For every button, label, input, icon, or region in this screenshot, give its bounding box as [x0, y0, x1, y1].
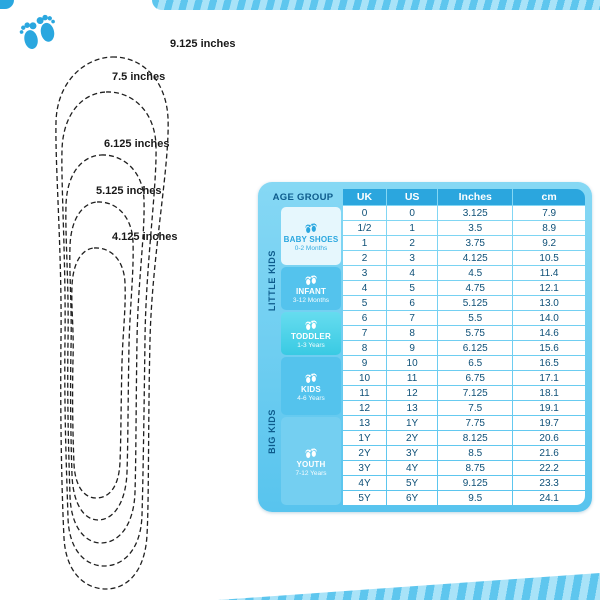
size-cell: 2 — [387, 236, 437, 250]
size-table-row — [343, 206, 585, 220]
size-table-row — [343, 446, 585, 460]
size-cell: 7 — [343, 326, 386, 340]
size-cell: 1 — [343, 236, 386, 250]
foot-outline-4-125in — [72, 248, 125, 498]
size-cell: 7.75 — [438, 416, 512, 430]
big-kids-label: BIG KIDS — [267, 408, 277, 454]
age-group-toddler — [281, 312, 341, 355]
size-cell: 6 — [343, 311, 386, 325]
size-table-row — [343, 356, 585, 370]
foot-outline-6-125in — [66, 155, 144, 543]
size-chart-card — [258, 182, 592, 512]
size-cell: 14.0 — [513, 311, 585, 325]
size-cell: 13.0 — [513, 296, 585, 310]
outline-label-5-125: 5.125 inches — [96, 185, 162, 197]
size-cell: 4.125 — [438, 251, 512, 265]
size-cell: 6.125 — [438, 341, 512, 355]
size-table-row — [343, 431, 585, 445]
column-header-cm: cm — [513, 189, 585, 205]
size-cell: 18.1 — [513, 386, 585, 400]
size-cell: 5 — [343, 296, 386, 310]
size-cell: 5.5 — [438, 311, 512, 325]
size-cell: 3.5 — [438, 221, 512, 235]
size-cell: 21.6 — [513, 446, 585, 460]
size-cell: 5Y — [387, 476, 437, 490]
size-cell: 6Y — [387, 491, 437, 505]
age-group-range: 4-6 Years — [297, 394, 325, 402]
size-cell: 8.5 — [438, 446, 512, 460]
age-group-youth — [281, 417, 341, 505]
size-cell: 15.6 — [513, 341, 585, 355]
size-cell: 4 — [343, 281, 386, 295]
age-group-infant — [281, 267, 341, 310]
age-group-name: TODDLER — [291, 332, 331, 341]
size-cell: 12 — [387, 386, 437, 400]
outline-label-4-125: 4.125 inches — [112, 231, 178, 243]
size-cell: 13 — [387, 401, 437, 415]
size-table-row — [343, 251, 585, 265]
foot-outline-9-125in — [56, 57, 168, 589]
age-group-name: KIDS — [301, 384, 321, 394]
size-table-row — [343, 236, 585, 250]
size-cell: 7 — [387, 311, 437, 325]
size-cell: 5.125 — [438, 296, 512, 310]
column-header-uk: UK — [343, 189, 386, 205]
size-cell: 5.75 — [438, 326, 512, 340]
age-group-name: INFANT — [295, 287, 327, 296]
size-table — [342, 188, 586, 506]
size-cell: 16.5 — [513, 356, 585, 370]
size-cell: 14.6 — [513, 326, 585, 340]
size-cell: 8 — [387, 326, 437, 340]
size-cell: 1Y — [387, 416, 437, 430]
size-cell: 10 — [387, 356, 437, 370]
size-cell: 3 — [343, 266, 386, 280]
size-cell: 5 — [387, 281, 437, 295]
age-group-kids — [281, 357, 341, 415]
size-cell: 19.7 — [513, 416, 585, 430]
baby-feet-icon — [304, 446, 318, 459]
age-group-range: 3-12 Months — [292, 297, 330, 304]
size-table-row — [343, 401, 585, 415]
size-cell: 20.6 — [513, 431, 585, 445]
outline-label-6-125: 6.125 inches — [104, 138, 170, 150]
column-header-inches: Inches — [438, 189, 512, 205]
side-label-big-kids — [264, 356, 280, 506]
size-cell: 24.1 — [513, 491, 585, 505]
size-cell: 9.125 — [438, 476, 512, 490]
size-cell: 6.75 — [438, 371, 512, 385]
corner-accent-shape — [0, 0, 14, 9]
bottom-decorative-band — [218, 570, 600, 600]
baby-feet-icon — [304, 318, 318, 331]
size-cell: 3 — [387, 251, 437, 265]
side-label-little-kids — [264, 206, 280, 356]
baby-feet-icon — [304, 273, 318, 286]
size-cell: 4.5 — [438, 266, 512, 280]
age-group-header: AGE GROUP — [272, 191, 334, 203]
size-cell: 5Y — [343, 491, 386, 505]
size-cell: 8.9 — [513, 221, 585, 235]
size-cell: 8.125 — [438, 431, 512, 445]
size-cell: 8.75 — [438, 461, 512, 475]
footprints-logo-icon — [11, 2, 64, 58]
baby-feet-icon — [304, 371, 318, 384]
size-cell: 10.5 — [513, 251, 585, 265]
size-cell: 11.4 — [513, 266, 585, 280]
size-table-row — [343, 371, 585, 385]
size-cell: 12.1 — [513, 281, 585, 295]
size-table-header — [343, 189, 585, 205]
age-group-name: YOUTH — [296, 459, 326, 469]
size-cell: 7.125 — [438, 386, 512, 400]
size-cell: 2Y — [387, 431, 437, 445]
size-cell: 4 — [387, 266, 437, 280]
foot-outline-7-5in — [62, 92, 156, 566]
size-cell: 11 — [387, 371, 437, 385]
size-cell: 17.1 — [513, 371, 585, 385]
size-table-row — [343, 296, 585, 310]
size-table-row — [343, 281, 585, 295]
size-table-row — [343, 311, 585, 325]
size-cell: 12 — [343, 401, 386, 415]
size-cell: 10 — [343, 371, 386, 385]
size-cell: 3.125 — [438, 206, 512, 220]
size-cell: 0 — [387, 206, 437, 220]
size-cell: 8 — [343, 341, 386, 355]
size-cell: 9 — [387, 341, 437, 355]
size-table-body — [343, 206, 585, 505]
age-group-range: 7-12 Years — [295, 469, 327, 477]
size-table-row — [343, 461, 585, 475]
header-row — [343, 189, 585, 205]
foot-outline-5-125in — [70, 202, 133, 520]
outline-label-7-5: 7.5 inches — [112, 71, 166, 83]
size-cell: 23.3 — [513, 476, 585, 490]
size-table-row — [343, 386, 585, 400]
age-group-range: 0-2 Months — [294, 244, 328, 252]
outline-label-9-125: 9.125 inches — [170, 38, 236, 50]
size-table-row — [343, 341, 585, 355]
size-table-row — [343, 491, 585, 505]
age-group-range: 1-3 Years — [297, 342, 325, 349]
size-cell: 3.75 — [438, 236, 512, 250]
size-table-row — [343, 221, 585, 235]
age-group-baby-shoes — [281, 207, 341, 265]
age-group-name: BABY SHOES — [283, 234, 339, 244]
size-cell: 13 — [343, 416, 386, 430]
little-kids-label: LITTLE KIDS — [267, 250, 277, 312]
top-decorative-band — [152, 0, 600, 10]
size-cell: 9.2 — [513, 236, 585, 250]
column-header-us: US — [387, 189, 437, 205]
size-cell: 4.75 — [438, 281, 512, 295]
size-cell: 4Y — [343, 476, 386, 490]
size-cell: 2Y — [343, 446, 386, 460]
size-cell: 22.2 — [513, 461, 585, 475]
size-cell: 1/2 — [343, 221, 386, 235]
size-cell: 4Y — [387, 461, 437, 475]
size-cell: 1 — [387, 221, 437, 235]
size-cell: 1Y — [343, 431, 386, 445]
size-cell: 11 — [343, 386, 386, 400]
size-cell: 0 — [343, 206, 386, 220]
size-cell: 9 — [343, 356, 386, 370]
size-table-row — [343, 476, 585, 490]
size-cell: 7.9 — [513, 206, 585, 220]
size-cell: 19.1 — [513, 401, 585, 415]
size-table-row — [343, 326, 585, 340]
baby-feet-icon — [304, 221, 318, 234]
size-cell: 7.5 — [438, 401, 512, 415]
size-cell: 9.5 — [438, 491, 512, 505]
size-table-row — [343, 416, 585, 430]
size-cell: 6.5 — [438, 356, 512, 370]
size-cell: 3Y — [343, 461, 386, 475]
size-cell: 3Y — [387, 446, 437, 460]
size-cell: 6 — [387, 296, 437, 310]
size-table-row — [343, 266, 585, 280]
size-cell: 2 — [343, 251, 386, 265]
